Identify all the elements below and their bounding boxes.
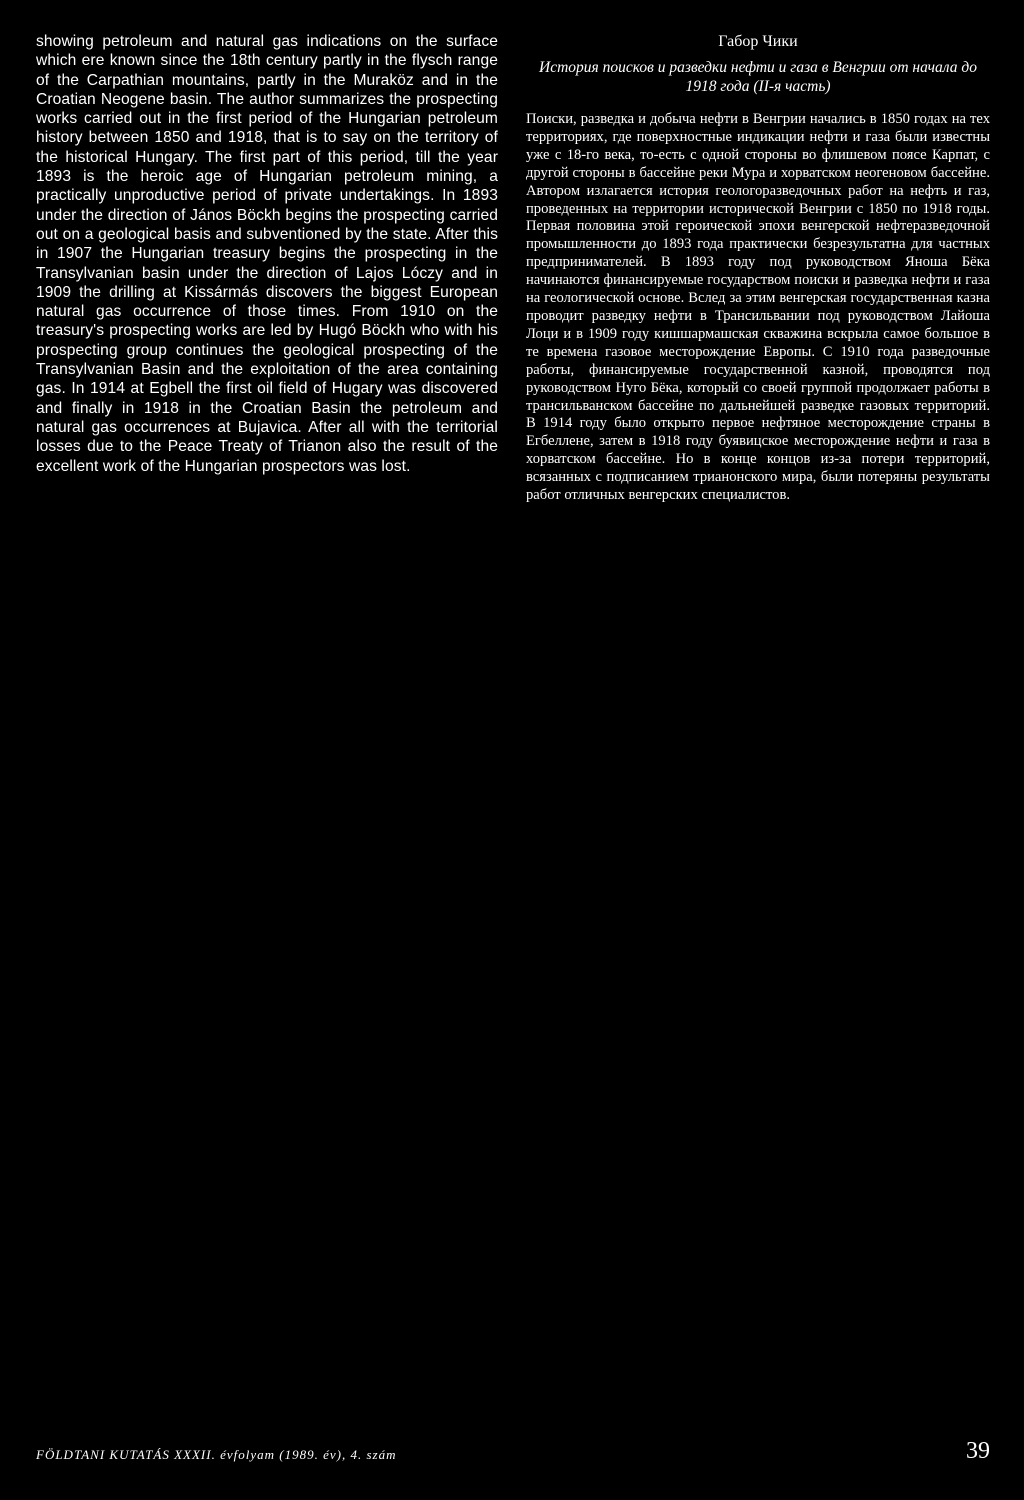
journal-footer: FÖLDTANI KUTATÁS XXXII. évfolyam (1989. év), 4. szám [36, 1447, 397, 1462]
page-number: 39 [966, 1438, 990, 1464]
russian-abstract-text: Поиски, разведка и добыча нефти в Венгрии начались в 1850 годах на тех территориях, где поверхностные индикации нефти и газа были известны уже с 18-го века, то-есть с одной стороны во флишевом поясе Карпат, с другой стороны в бассейне реки Мура и хорватском неогеновом бассейне. Автором излагается история геологоразведочных работ на нефть и газ, проведенных на территории исторической Венгрии с 1850 по 1918 годы. Первая половина этой героической эпохи венгерской нефтеразведочной промышленности до 1893 года практически безрезультатна для частных предпринимателей. В 1893 году под руководством Яноша Бёка начинаются финансируемые государством поиски и разведка нефти и газа на геологической основе. Вслед за этим венгерская государственная казна проводит разведку нефти в Трансильвании под руководством Лайоша Лоци и в 1909 году кишшармашская скважина вскрыла самое большое в те времена газовое месторождение Европы. С 1910 года разведочные работы, финансируемые государственной казной, проводятся под руководством Нуго Бёка, который со своей группой продолжает работы в трансильванском бассейне по дальнейшей разведке газовых территорий. В 1914 году было открыто первое нефтяное месторождение страны в Егбеллене, затем в 1918 году буявицское месторождение нефти и газа в хорватском бассейне. Но в конце концов из-за потери территорий, всязанных с подписанием трианонского мира, были потеряны результаты работ отличных венгерских специалистов. [526, 111, 990, 504]
english-abstract-text: showing petroleum and natural gas indications on the surface which ere known since the 18th century partly in the flysch range of the Carpathian mountains, partly in the Muraköz and in the Croatian Neogene basin. The author summarizes the prospecting works carried out in the first period of the Hungarian petroleum history between 1850 and 1918, that is to say on the territory of the historical Hungary. The first part of this period, till the year 1893 is the heroic age of Hungarian petroleum mining, a practically unproductive period of private undertakings. In 1893 under the direction of János Böckh begins the prospecting carried out on a geological basis and subventioned by the state. After this in 1907 the Hungarian treasury begins the prospecting in the Transylvanian basin under the direction of Lajos Lóczy and in 1909 the drilling at Kissármás discovers the biggest European natural gas occurrence of those times. From 1910 on the treasury's prospecting works are led by Hugó Böckh who with his prospecting group continues the geological prospecting of the Transylvanian Basin and the exploitation of the area containing gas. In 1914 at Egbell the first oil field of Hugary was discovered and finally in 1918 in the Croatian Basin the petroleum and natural gas occurrences at Bujavica. After all with the territorial losses due to the Peace Treaty of Trianon also the result of the excellent work of the Hungarian prospectors was lost. [36, 33, 498, 475]
russian-title: История поисков и разведки нефти и газа в Венгрии от начала до 1918 года (II-я часть) [539, 59, 977, 95]
russian-abstract [526, 32, 990, 505]
russian-author: Габор Чики [718, 33, 798, 50]
